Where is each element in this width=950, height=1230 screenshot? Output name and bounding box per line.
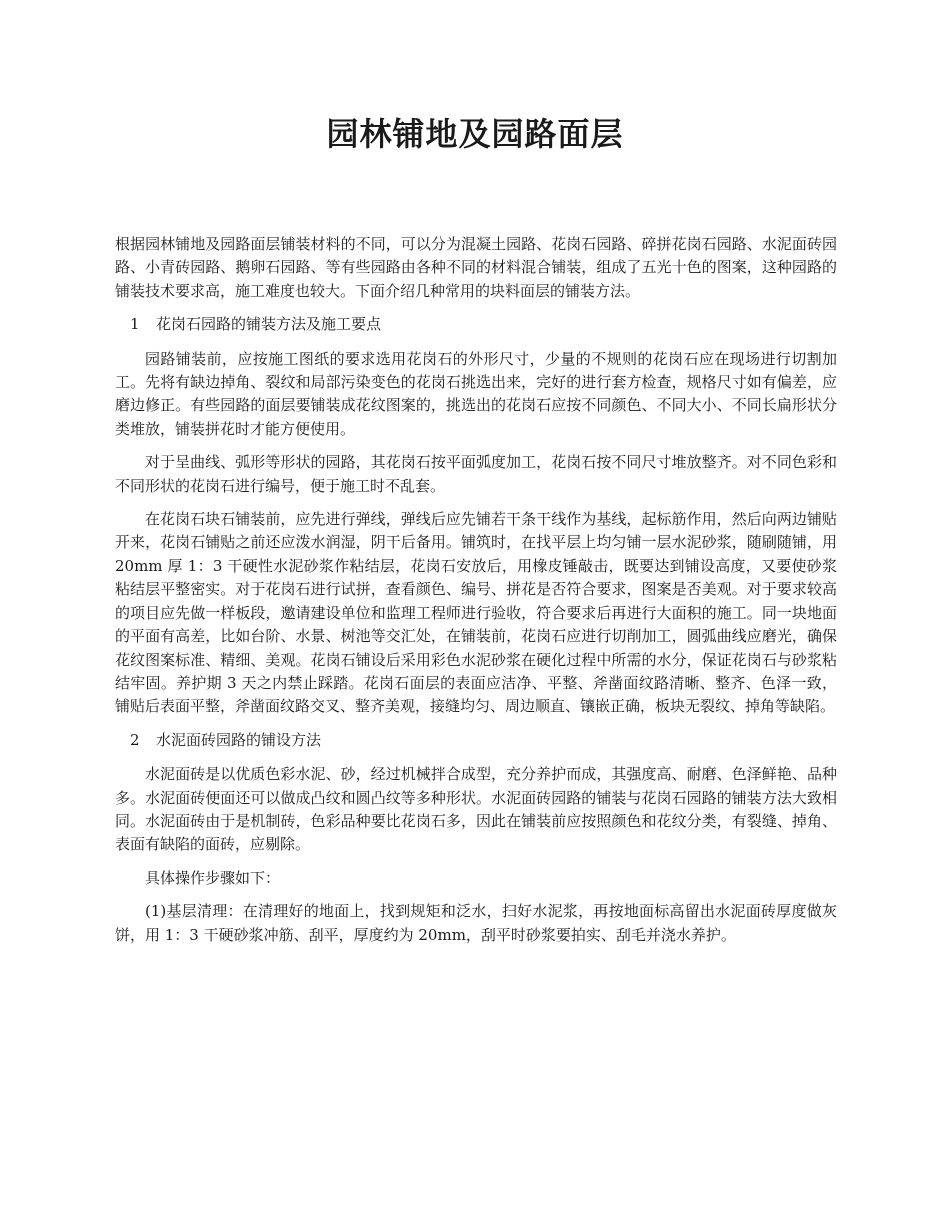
section-heading-text: 花岗石园路的铺装方法及施工要点	[156, 315, 382, 334]
body-paragraph: (1)基层清理：在清理好的地面上，找到规矩和泛水，扫好水泥浆，再按地面标高留出水泥面砖厚度做灰饼，用 1：3 干硬砂浆冲筋、刮平，厚度约为 20mm，刮平时砂浆要拍实、刮毛并浇水养护。	[115, 902, 837, 944]
document-body	[115, 233, 837, 957]
body-paragraph: 具体操作步骤如下：	[145, 868, 281, 887]
intro-paragraph: 根据园林铺地及园路面层铺装材料的不同，可以分为混凝土园路、花岗石园路、碎拼花岗石园路、水泥面砖园路、小青砖园路、鹅卵石园路、等有些园路由各种不同的材料混合铺装，组成了五光十色的图案，这种园路的铺装技术要求高，施工难度也较大。下面介绍几种常用的块料面层的铺装方法。	[115, 235, 837, 300]
document-title: 园林铺地及园路面层	[326, 115, 624, 153]
section-heading-text: 水泥面砖园路的铺设方法	[156, 730, 322, 749]
body-paragraph: 园路铺装前，应按施工图纸的要求选用花岗石的外形尺寸，少量的不规则的花岗石应在现场进行切割加工。先将有缺边掉角、裂纹和局部污染变色的花岗石挑选出来，完好的进行套方检查，规格尺寸如有偏差，应磨边修正。有些园路的面层要铺装成花纹图案的，挑选出的花岗石应按不同颜色、不同大小、不同长扁形状分类堆放，铺装拼花时才能方便使用。	[115, 349, 837, 438]
section-number: 1	[130, 315, 140, 334]
section-number: 2	[130, 730, 140, 749]
body-paragraph: 在花岗石块石铺装前，应先进行弹线，弹线后应先铺若干条干线作为基线，起标筋作用，然后向两边铺贴开来，花岗石铺贴之前还应泼水润湿，阴干后备用。铺筑时，在找平层上均匀铺一层水泥砂浆，随刷随铺，用 20mm 厚 1：3 干硬性水泥砂浆作粘结层，花岗石安放后，用橡皮锤敲击，既要达到铺设高度，又要使砂浆粘结层平整密实。对于花岗石进行试拼，查看颜色、编号、拼花是否符合要求，图案是否美观。对于要求较高的项目应先做一样板段，邀请建设单位和监理工程师进行验收，符合要求后再进行大面积的施工。同一块地面的平面有高差，比如台阶、水景、树池等交汇处，在铺装前，花岗石应进行切削加工，圆弧曲线应磨光，确保花纹图案标准、精细、美观。花岗石铺设后采用彩色水泥砂浆在硬化过程中所需的水分，保证花岗石与砂浆粘结牢固。养护期 3 天之内禁止踩踏。花岗石面层的表面应洁净、平整、斧凿面纹路清晰、整齐、色泽一致，铺贴后表面平整，斧凿面纹路交叉、整齐美观，接缝均匀、周边顺直、镶嵌正确，板块无裂纹、掉角等缺陷。	[115, 510, 837, 716]
body-paragraph: 水泥面砖是以优质色彩水泥、砂，经过机械拌合成型，充分养护而成，其强度高、耐磨、色泽鲜艳、品种多。水泥面砖便面还可以做成凸纹和圆凸纹等多种形状。水泥面砖园路的铺装与花岗石园路的铺装方法大致相同。水泥面砖由于是机制砖，色彩品种要比花岗石多，因此在铺装前应按照颜色和花纹分类，有裂缝、掉角、表面有缺陷的面砖，应剔除。	[115, 765, 837, 854]
body-paragraph: 对于呈曲线、弧形等形状的园路，其花岗石按平面弧度加工，花岗石按不同尺寸堆放整齐。对不同色彩和不同形状的花岗石进行编号，便于施工时不乱套。	[115, 453, 837, 495]
section-heading-2	[115, 729, 837, 752]
section-heading-1	[115, 313, 837, 336]
